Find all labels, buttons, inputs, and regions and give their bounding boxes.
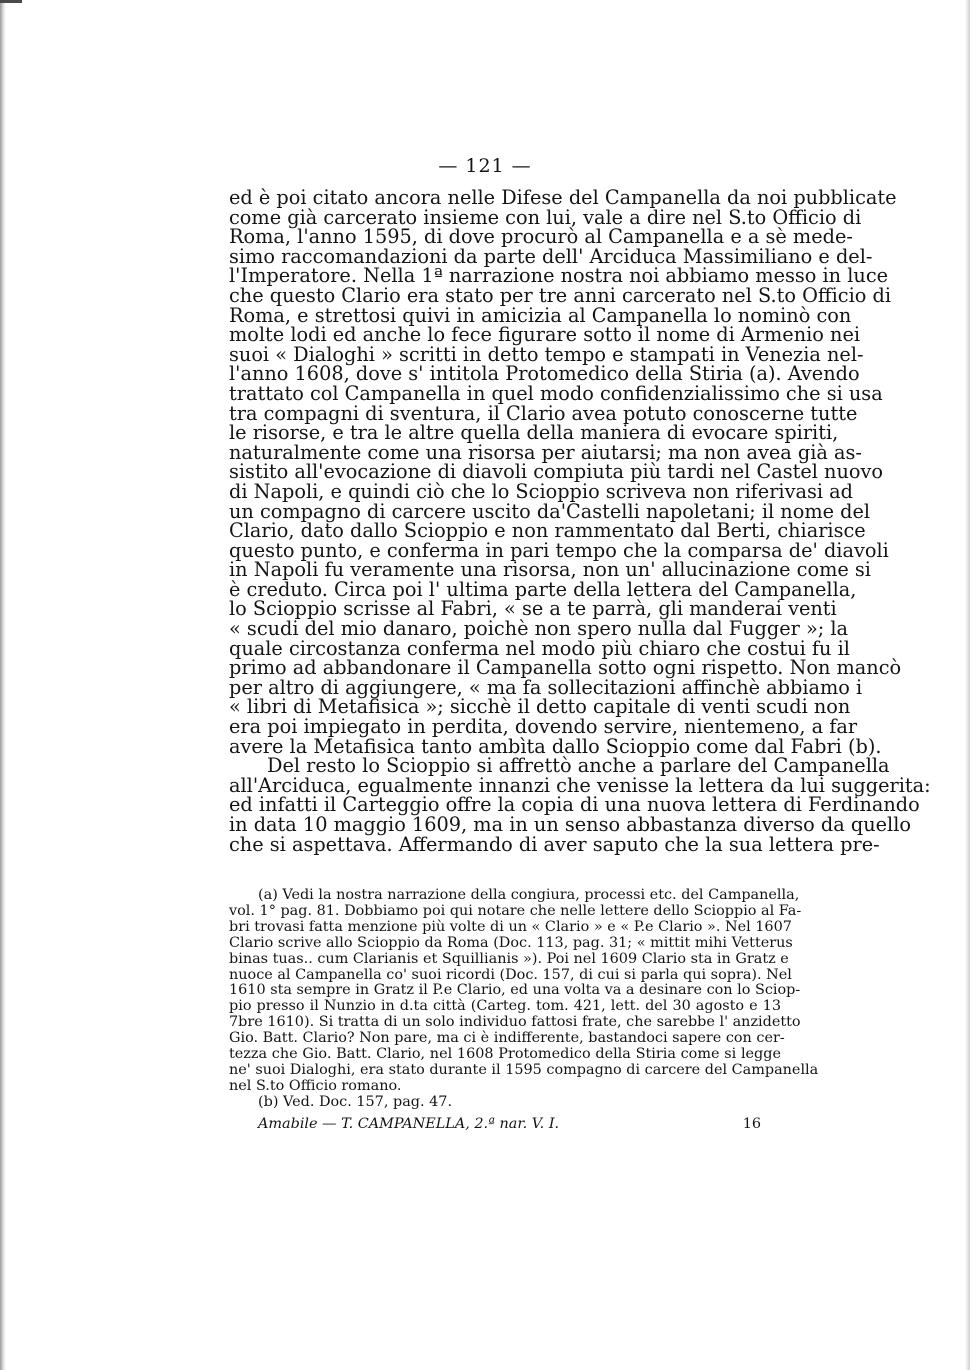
text-line: suoi « Dialoghi » scritti in detto tempo e stampati in Venezia nel- xyxy=(229,342,864,366)
text-line: molte lodi ed anche lo fece figurare sotto il nome di Armenio nei xyxy=(229,323,861,347)
text-line: trattato col Campanella in quel modo confidenzialissimo che si usa xyxy=(229,381,883,405)
text-line: avere la Metafisica tanto ambìta dallo Scioppio come dal Fabri (b). xyxy=(229,734,882,758)
text-line: tra compagni di sventura, il Clario avea potuto conoscerne tutte xyxy=(229,401,858,425)
text-line: « libri di Metafisica »; sicchè il detto capitale di venti scudi non xyxy=(229,695,851,719)
text-line: come già carcerato insieme con lui, vale a dire nel S.to Officio di xyxy=(229,205,862,229)
text-line: all'Arciduca, egualmente innanzi che venisse la lettera da lui suggerita: xyxy=(229,773,931,797)
sheet-number: 16 xyxy=(742,1116,761,1132)
footnote-line: binas tuas.. cum Clarianis et Squillianis »). Poi nel 1609 Clario sta in Gratz e xyxy=(229,950,789,967)
text-line: Roma, l'anno 1595, di dove procurò al Campanella e a sè mede- xyxy=(229,225,853,249)
footnote-line: nel S.to Officio romano. xyxy=(229,1077,402,1094)
footnote-line: Clario scrive allo Scioppio da Roma (Doc. 113, pag. 31; « mittit mihi Vetterus xyxy=(229,934,793,951)
footnote-line: (b) Ved. Doc. 157, pag. 47. xyxy=(258,1093,453,1110)
text-line: che si aspettava. Affermando di aver saputo che la sua lettera pre- xyxy=(229,832,880,856)
text-line: in data 10 maggio 1609, ma in un senso abbastanza diverso da quello xyxy=(229,813,911,836)
footnote-line: nuoce al Campanella co' suoi ricordi (Doc. 157, di cui si parla qui sopra). Nel xyxy=(229,966,792,983)
footnote-line: pio presso il Nunzio in d.ta città (Carteg. tom. 421, lett. del 30 agosto e 13 xyxy=(229,998,781,1015)
text-line: un compagno di carcere uscito da'Castelli napoletani; il nome del xyxy=(229,499,871,523)
text-line: che questo Clario era stato per tre anni carcerato nel S.to Officio di xyxy=(229,283,892,307)
text-line: in Napoli fu veramente una risorsa, non un' allucinazione come si xyxy=(229,558,871,582)
text-line: è creduto. Circa poi l' ultima parte della lettera del Campanella, xyxy=(229,577,857,601)
footnote-line: bri trovasi fatta menzione più volte di un « Clario » e « P.e Clario ». Nel 1607 xyxy=(229,918,792,935)
text-line: Del resto lo Scioppio si affrettò anche a parlare del Campanella xyxy=(267,754,890,778)
text-line: naturalmente come una risorsa per aiutarsi; ma non avea già as- xyxy=(229,440,862,464)
footnote-line: (a) Vedi la nostra narrazione della congiura, processi etc. del Campanella, xyxy=(258,887,800,903)
main-text xyxy=(229,186,931,856)
text-line: sistito all'evocazione di diavoli compiuta più tardi nel Castel nuovo xyxy=(229,460,883,484)
footnotes xyxy=(229,887,819,1111)
text-line: Clario, dato dallo Scioppio e non rammentato dal Berti, chiarisce xyxy=(229,519,866,543)
text-line: le risorse, e tra le altre quella della maniera di evocare spiriti, xyxy=(229,421,839,445)
footnote-line: 7bre 1610). Si tratta di un solo individuo fattosi frate, che sarebbe l' anzidetto xyxy=(229,1014,801,1031)
page-edge-shadow xyxy=(0,0,6,1370)
text-line: l'anno 1608, dove s' intitola Protomedico della Stiria (a). Avendo xyxy=(229,362,860,386)
footnote-line: Gio. Batt. Clario? Non pare, ma ci è indifferente, bastandoci sapere con cer- xyxy=(229,1030,785,1047)
footnote-line: 1610 sta sempre in Gratz il P.e Clario, ed una volta va a desinare con lo Sciop- xyxy=(229,982,801,999)
footnote-line: tezza che Gio. Batt. Clario, nel 1608 Protomedico della Stiria come si legge xyxy=(229,1046,781,1063)
text-line: ed infatti il Carteggio offre la copia di una nuova lettera di Ferdinando xyxy=(229,793,920,817)
text-line: ed è poi citato ancora nelle Difese del Campanella da noi pubblicate xyxy=(229,186,897,209)
text-line: quale circostanza conferma nel modo più chiaro che costui fu il xyxy=(229,636,850,660)
text-line: simo raccomandazioni da parte dell' Arciduca Massimiliano e del- xyxy=(229,244,873,268)
signature-mark: Amabile — T. CAMPANELLA, 2.ª nar. V. I. xyxy=(258,1116,560,1132)
page-number: — 121 — xyxy=(438,155,532,177)
footnote-line: ne' suoi Dialoghi, era stato durante il 1595 compagno di carcere del Campanella xyxy=(229,1061,819,1078)
printer-signature xyxy=(258,1116,761,1132)
text-line: di Napoli, e quindi ciò che lo Scioppio scriveva non riferivasi ad xyxy=(229,479,854,503)
footnote-line: vol. 1° pag. 81. Dobbiamo poi qui notare che nelle lettere dello Scioppio al Fa- xyxy=(229,902,802,919)
text-line: « scudi del mio danaro, poichè non spero nulla dal Fugger »; la xyxy=(229,617,849,641)
page-edge-right xyxy=(965,0,970,1370)
text-line: per altro di aggiungere, « ma fa sollecitazioni affinchè abbiamo i xyxy=(229,675,863,699)
page-corner-mark xyxy=(0,0,22,3)
text-line: questo punto, e conferma in pari tempo che la comparsa de' diavoli xyxy=(229,538,889,562)
text-line: lo Scioppio scrisse al Fabri, « se a te parrà, gli manderai venti xyxy=(229,597,837,621)
text-line: l'Imperatore. Nella 1ª narrazione nostra noi abbiamo messo in luce xyxy=(229,264,889,288)
text-line: Roma, e strettosi quivi in amicizia al Campanella lo nominò con xyxy=(229,303,852,327)
text-line: era poi impiegato in perdita, dovendo servire, nientemeno, a far xyxy=(229,715,858,739)
text-line: primo ad abbandonare il Campanella sotto ogni rispetto. Non mancò xyxy=(229,656,902,680)
